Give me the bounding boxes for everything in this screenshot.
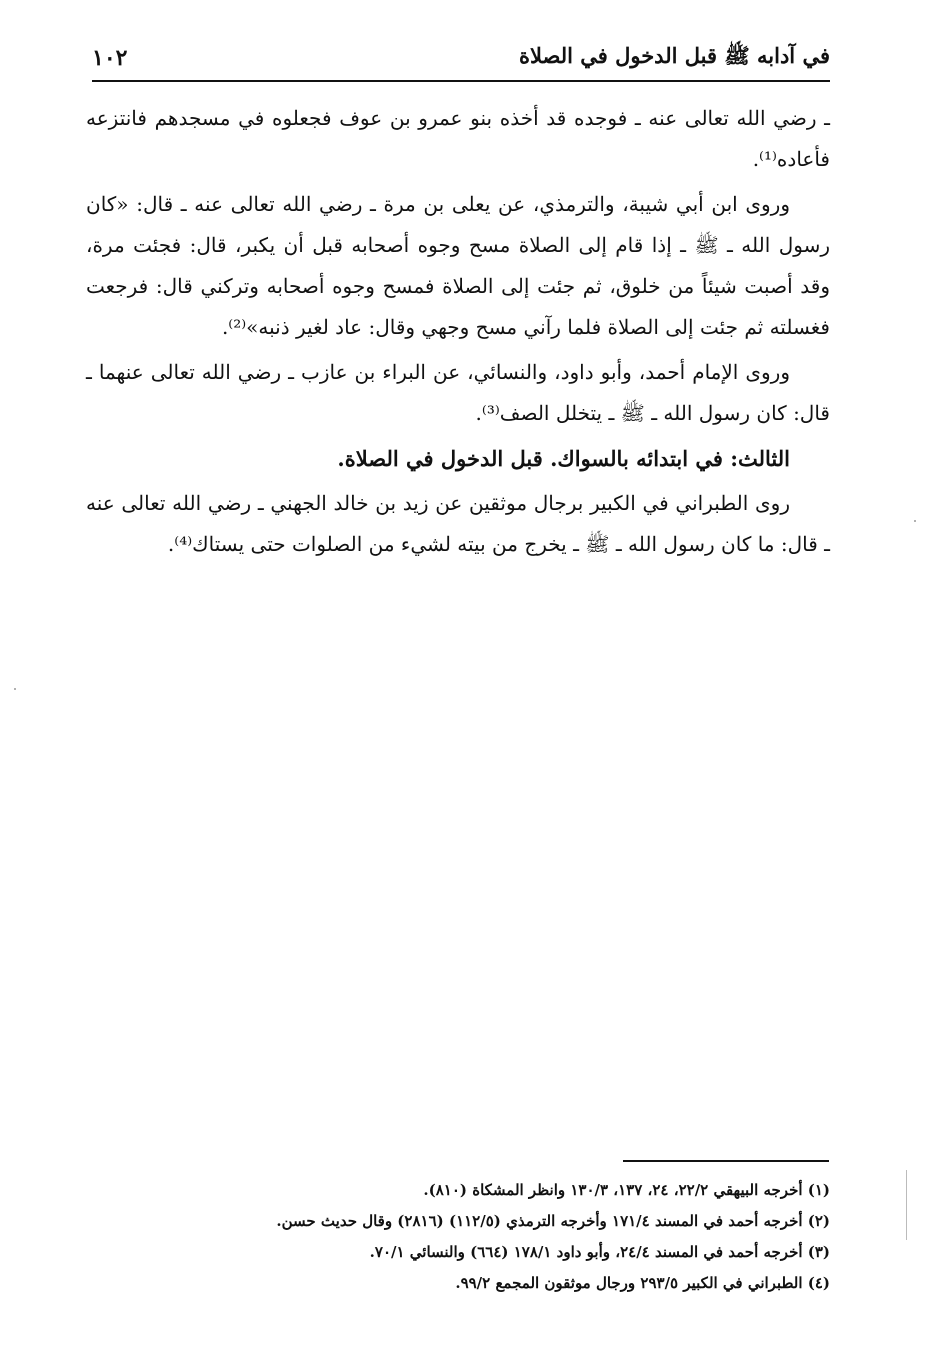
footnote-rule bbox=[623, 1160, 829, 1162]
scan-speck bbox=[14, 688, 16, 690]
page-number: ١٠٢ bbox=[92, 45, 128, 71]
footnotes bbox=[86, 1175, 830, 1299]
page-header bbox=[92, 38, 830, 78]
paragraph-3: وروى الإمام أحمد، وأبو داود، والنسائي، عن البراء بن عازب ـ رضي الله تعالى عنهما ـ قال: كان رسول الله ـ ﷺ ـ يتخلل الصف⁽³⁾. bbox=[86, 360, 830, 425]
footnote-2: (٢) أخرجه أحمد في المسند ١٧١/٤ وأخرجه الترمذي (١١٢/٥) (٢٨١٦) وقال حديث حسن. bbox=[276, 1212, 830, 1230]
section-paragraph: روى الطبراني في الكبير برجال موثقين عن زيد بن خالد الجهني ـ رضي الله تعالى عنه ـ قال: ما كان رسول الله ـ ﷺ ـ يخرج من بيته لشيء من الصلوات حتى يستاك⁽⁴⁾. bbox=[86, 491, 830, 556]
scan-edge-mark bbox=[906, 1170, 907, 1240]
running-title: في آدابه ﷺ قبل الدخول في الصلاة bbox=[518, 42, 830, 68]
scan-speck bbox=[914, 520, 916, 522]
header-rule bbox=[92, 80, 830, 82]
paragraph-1: ـ رضي الله تعالى عنه ـ فوجده قد أخذه بنو عمرو بن عوف فجعلوه في مسجدهم فانتزعه فأعاده⁽¹⁾. bbox=[86, 106, 830, 171]
footnote-4: (٤) الطبراني في الكبير ٢٩٣/٥ ورجال موثقون المجمع ٩٩/٢. bbox=[455, 1274, 830, 1292]
main-text bbox=[86, 98, 830, 569]
section-heading: الثالث: في ابتدائه بالسواك. قبل الدخول في الصلاة. bbox=[337, 446, 790, 471]
footnote-1: (١) أخرجه البيهقي ٢٢/٢، ٢٤، ١٣٧، ١٣٠/٣ وانظر المشكاة (٨١٠). bbox=[423, 1181, 830, 1199]
paragraph-2: وروى ابن أبي شيبة، والترمذي، عن يعلى بن مرة ـ رضي الله تعالى عنه ـ قال: «كان رسول الله ـ ﷺ ـ إذا قام إلى الصلاة مسح وجوه أصحابه قبل أن يكبر، قال: فجئت مرة، وقد أصبت شيئاً من خلوق، ثم جئت إلى الصلاة فمسح وجوه أصحابه وتركني قال: فرجعت فغسلته ثم جئت إلى الصلاة فلما رآني مسح وجهي وقال: عاد لغير ذنبه»⁽²⁾. bbox=[86, 192, 830, 339]
footnote-3: (٣) أخرجه أحمد في المسند ٢٤/٤، وأبو داود ١٧٨/١ (٦٦٤) والنسائي ٧٠/١. bbox=[369, 1243, 830, 1261]
